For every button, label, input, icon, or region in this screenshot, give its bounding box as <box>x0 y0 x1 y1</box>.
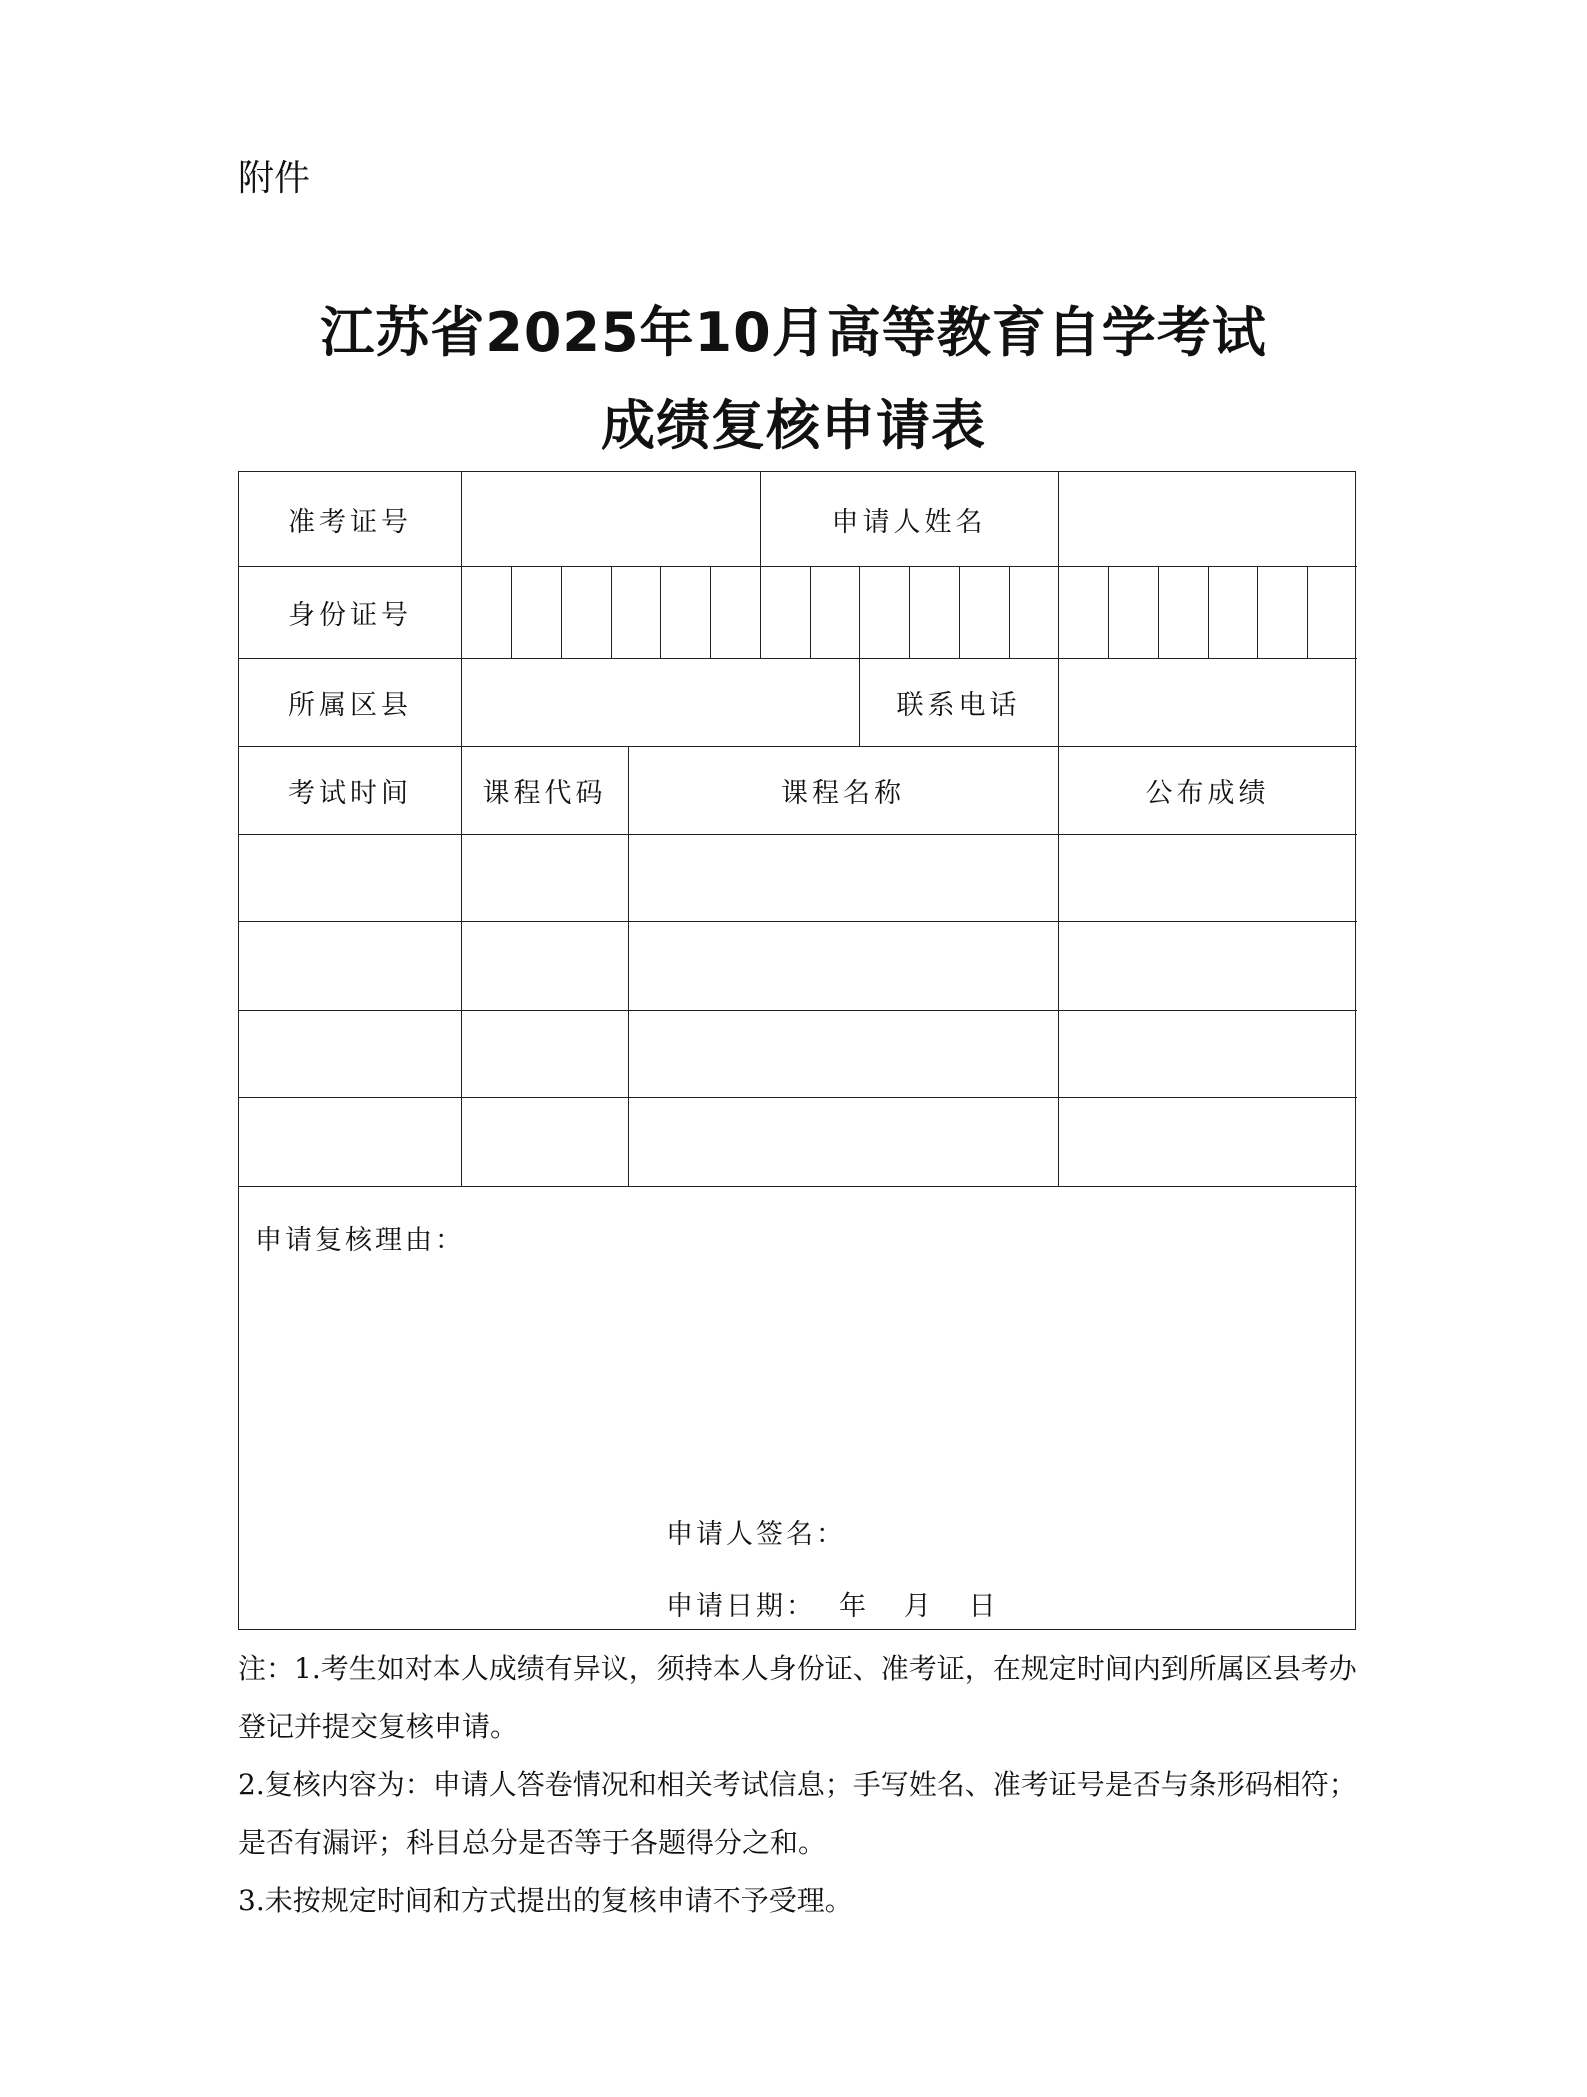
course-row-3[interactable] <box>239 1010 1357 1097</box>
district-label: 所属区县 <box>288 689 412 721</box>
date-day: 日 <box>968 1591 999 1622</box>
date-label: 申请日期： <box>666 1591 816 1622</box>
note-1: 注：1.考生如对本人成绩有异议，须持本人身份证、准考证，在规定时间内到所属区县考办登记并提交复核申请。 <box>238 1652 1357 1743</box>
course-row-2[interactable] <box>239 921 1357 1010</box>
form-title-line2: 成绩复核申请表 <box>601 394 986 457</box>
reason-label: 申请复核理由： <box>255 1225 465 1256</box>
applicant-name-label: 申请人姓名 <box>831 506 987 538</box>
col-header-course-name: 课程名称 <box>781 777 905 809</box>
attachment-label: 附件 <box>238 158 311 199</box>
signature-label: 申请人签名： <box>666 1519 846 1550</box>
admission-no-field[interactable] <box>462 472 760 566</box>
date-month: 月 <box>903 1591 934 1622</box>
admission-no-label: 准考证号 <box>288 506 412 538</box>
notes-section <box>238 1640 1358 1930</box>
district-field[interactable] <box>462 658 859 746</box>
col-header-course-code: 课程代码 <box>482 777 607 809</box>
col-header-published-score: 公布成绩 <box>1145 777 1270 809</box>
id-no-field[interactable] <box>462 566 1357 658</box>
id-no-label: 身份证号 <box>288 599 412 631</box>
application-form <box>238 471 1356 1630</box>
date-year: 年 <box>839 1591 870 1622</box>
application-date-row <box>666 1584 999 1623</box>
note-3: 3.未按规定时间和方式提出的复核申请不予受理。 <box>238 1884 853 1917</box>
phone-field[interactable] <box>1059 658 1357 746</box>
phone-label: 联系电话 <box>896 689 1021 721</box>
note-2: 2.复核内容为：申请人答卷情况和相关考试信息；手写姓名、准考证号是否与条形码相符；是否有漏评；科目总分是否等于各题得分之和。 <box>238 1768 1357 1859</box>
course-row-4[interactable] <box>239 1097 1357 1186</box>
col-header-exam-time: 考试时间 <box>288 777 412 809</box>
row-divider <box>239 1186 1357 1187</box>
applicant-name-field[interactable] <box>1059 472 1357 566</box>
course-row-1[interactable] <box>239 834 1357 921</box>
form-title-line1: 江苏省2025年10月高等教育自学考试 <box>320 301 1267 364</box>
